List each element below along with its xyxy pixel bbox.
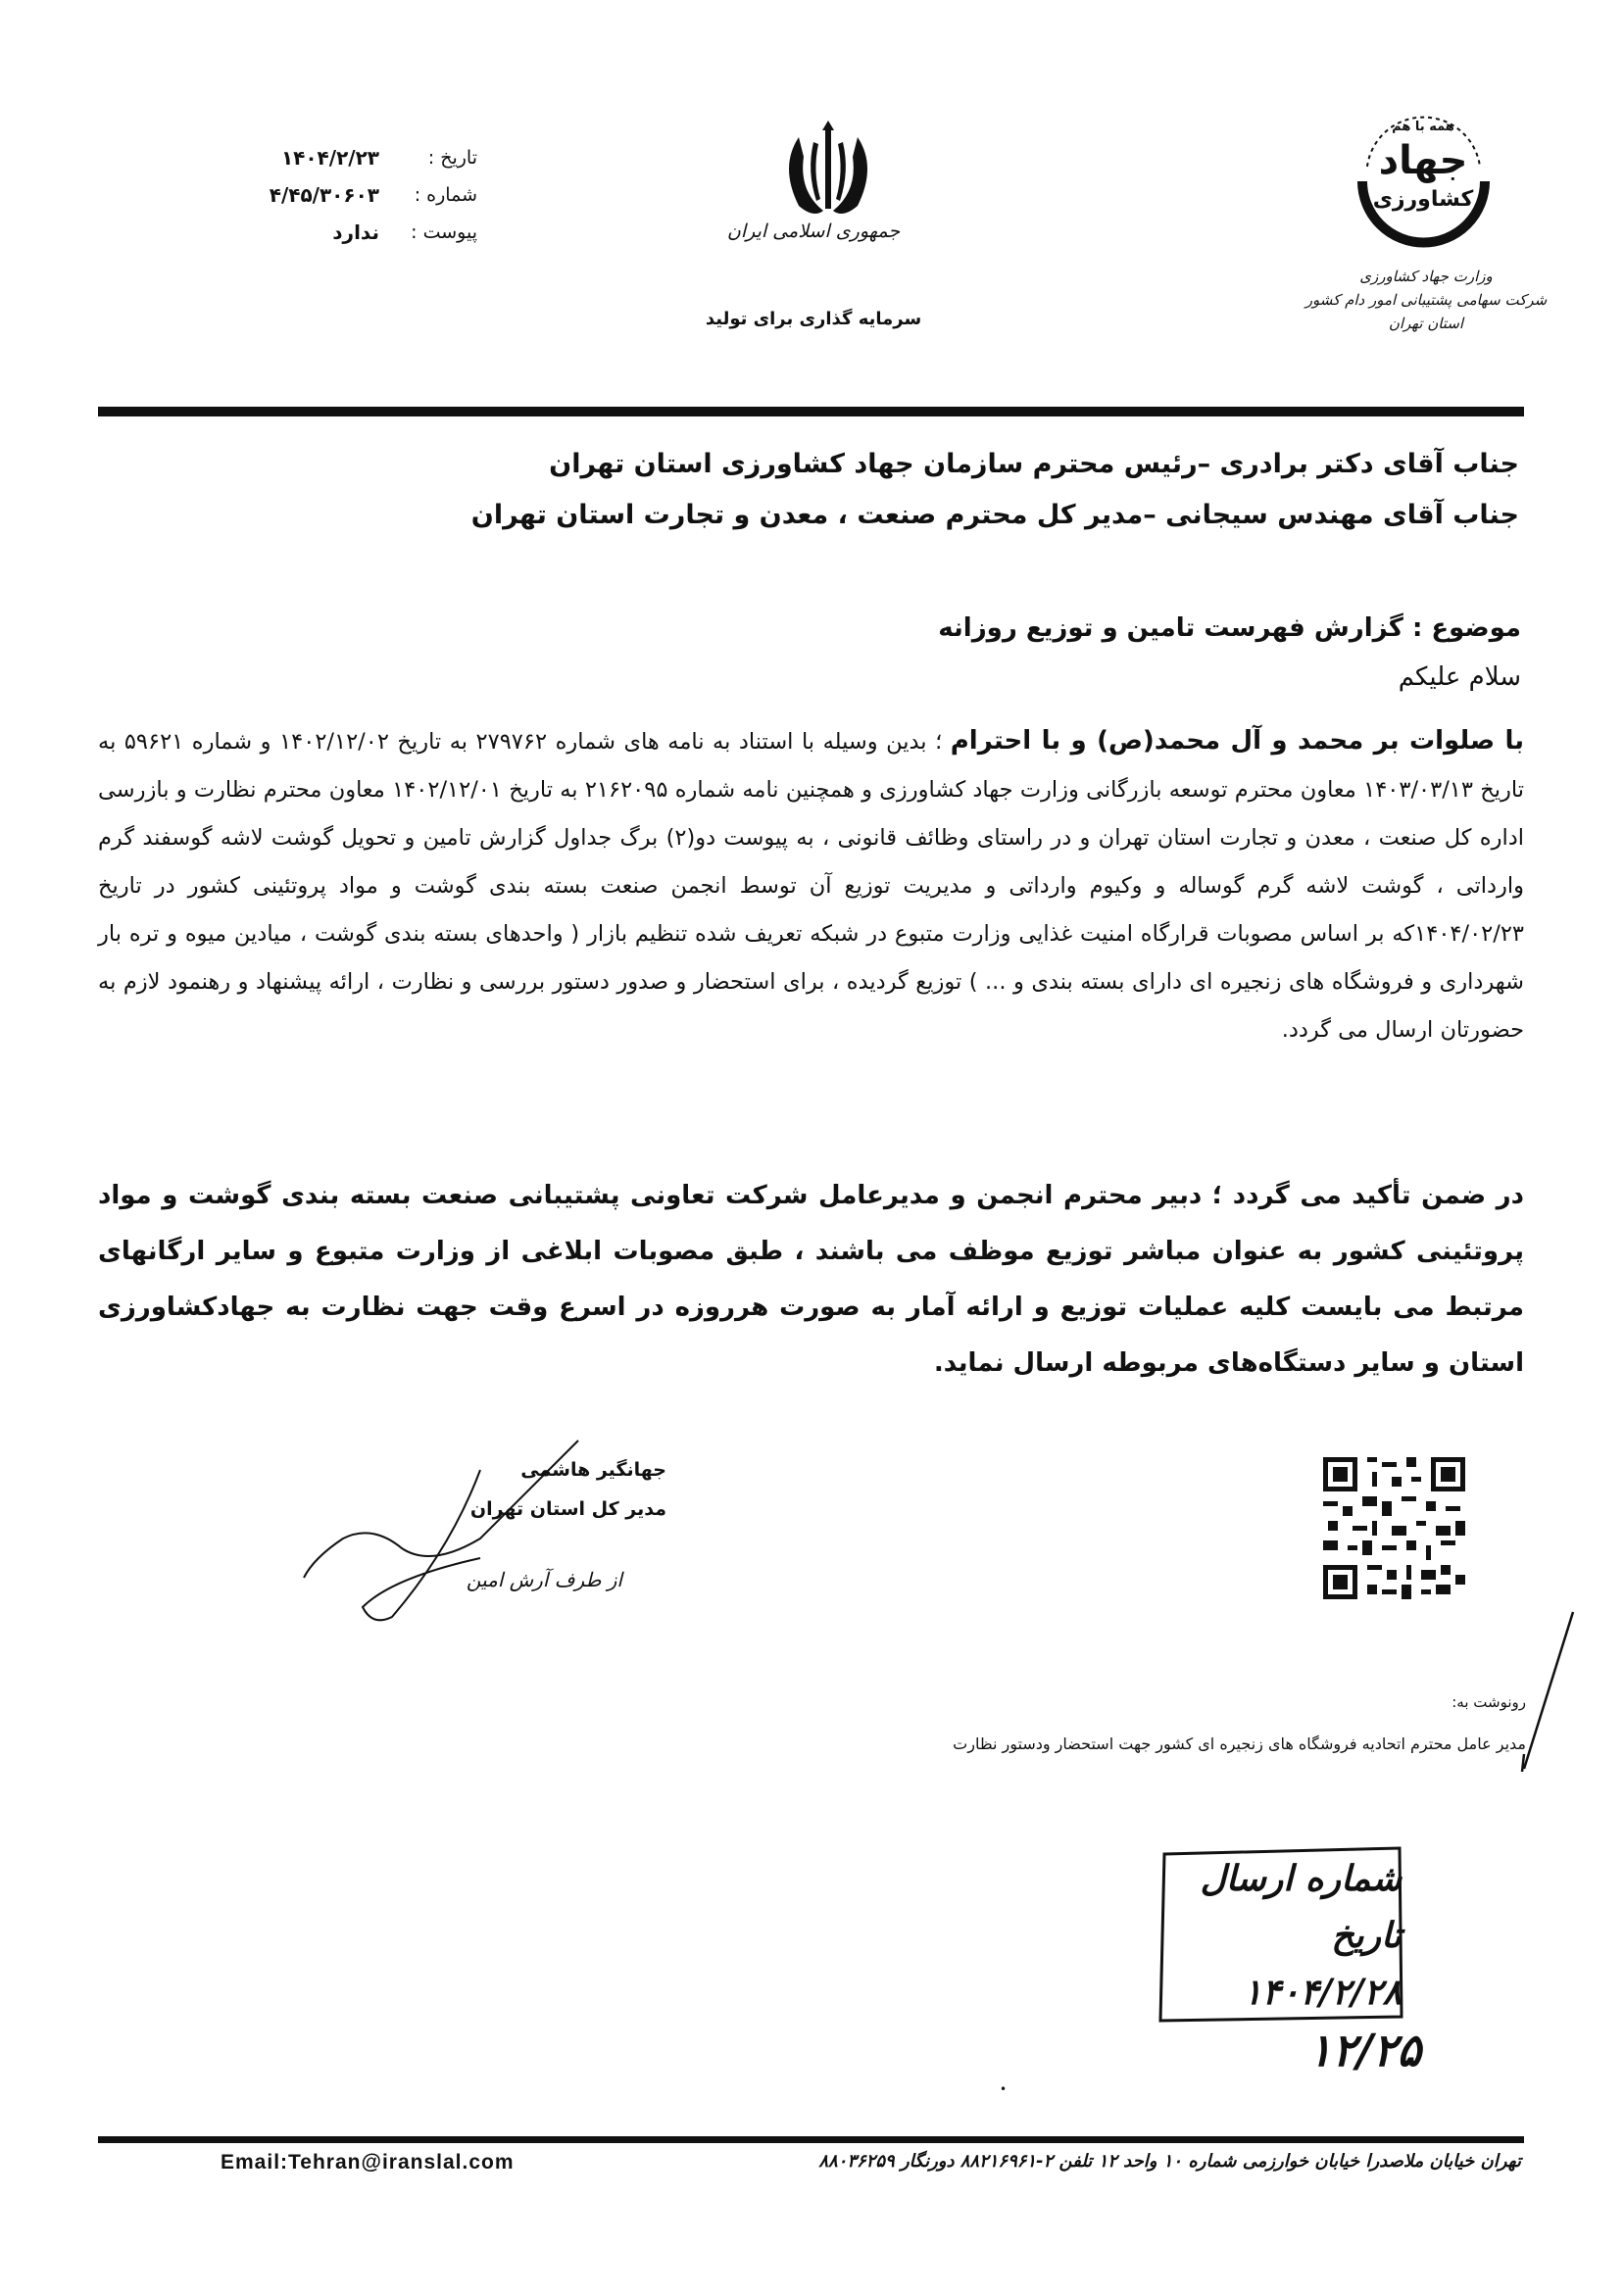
signatory-title: مدیر کل استان تهران: [469, 1498, 666, 1520]
recipients: [108, 439, 1519, 541]
signature-block: [353, 1450, 666, 1529]
letter-meta: [203, 139, 477, 251]
signature-handwritten: از طرف آرش امین: [466, 1568, 622, 1591]
cc-item: مدیر عامل محترم اتحادیه فروشگاه های زنجیره ای کشور جهت استحضار ودستور نظارت: [953, 1734, 1526, 1753]
footer-email: Email:Tehran@iranslal.com: [221, 2151, 515, 2174]
meta-date-value: ۱۴۰۴/۲/۲۳: [280, 146, 379, 170]
jahad-keshavarzi-logo: [1343, 93, 1504, 255]
logo-caption-line: استان تهران: [1388, 315, 1464, 332]
greeting: سلام علیکم: [1398, 662, 1521, 692]
side-pen-stroke-icon: [1514, 1607, 1583, 1774]
qr-code-icon: [1318, 1452, 1470, 1604]
meta-date: [203, 139, 477, 176]
signatory-name: جهانگیر هاشمی: [520, 1459, 666, 1481]
handwritten-number: [1225, 2024, 1421, 2112]
meta-attachment-label: پیوست :: [411, 221, 477, 243]
stamp-line-number: شماره ارسال: [1200, 1858, 1402, 1899]
meta-attachment: [203, 214, 477, 251]
body-paragraph-2: در ضمن تأکید می گردد ؛ دبیر محترم انجمن و مدیرعامل شرکت تعاونی پشتیبانی صنعت بسته بندی گوشت و مواد پروتئینی کشور به عنوان مباشر توزیع موظف می باشند ، طبق مصوبات ابلاغی از وزارت متبوع و سایر ارگانهای مرتبط می بایست کلیه عملیات توزیع و ارائه آمار به صورت هرروزه در اسرع وقت جهت نظارت به جهادکشاورزی استان و سایر دستگاه‌های مربوطه ارسال نماید.: [98, 1181, 1524, 1378]
body-lead: با صلوات بر محمد و آل محمد(ص) و با احترام: [950, 726, 1525, 756]
letter-subject: موضوع : گزارش فهرست تامین و توزیع روزانه: [938, 613, 1521, 643]
meta-number: [203, 176, 477, 214]
logo-caption: [1304, 265, 1549, 335]
logo-caption-line: وزارت جهاد کشاورزی: [1359, 268, 1493, 285]
meta-attachment-value: ندارد: [332, 220, 379, 244]
footer-divider: [98, 2136, 1524, 2143]
emblem-caption: جمهوری اسلامی ایران: [726, 220, 901, 242]
meta-date-label: تاریخ :: [427, 147, 477, 169]
recipient-line: جناب آقای مهندس سیجانی –مدیر کل محترم صنعت ، معدن و تجارت استان تهران: [470, 500, 1519, 530]
footer-address: تهران خیابان ملاصدرا خیابان خوارزمی شماره ۱۰ واحد ۱۲ تلفن ۲-۸۸۲۱۶۹۶۱ دورنگار ۸۸۰۳۶۲۵۹: [818, 2151, 1521, 2172]
header-divider: [98, 407, 1524, 416]
registration-stamp: [1161, 1850, 1402, 2021]
slogan: سرمایه گذاری برای تولید: [705, 309, 922, 329]
handwritten-number-text: ۱۲/۲۵: [1307, 2024, 1421, 2076]
meta-number-value: ۴/۴۵/۳۰۶۰۳: [269, 183, 379, 207]
logo-top-text: همه با هم: [1392, 120, 1454, 134]
recipient-line: جناب آقای دکتر برادری –رئیس محترم سازمان جهاد کشاورزی استان تهران: [549, 449, 1519, 479]
body-paragraph-1: [98, 717, 1524, 1054]
body-paragraph-1-text: ؛ بدین وسیله با استناد به نامه های شماره ۲۷۹۷۶۲ به تاریخ ۱۴۰۲/۱۲/۰۲ و شماره ۵۹۶۲۱ به تاریخ ۱۴۰۳/۰۳/۱۳ معاون محترم توسعه بازرگانی وزارت جهاد کشاورزی و همچنین نامه شماره ۲۱۶۲۰۹۵ به تاریخ ۱۴۰۲/۱۲/۰۱ معاون محترم نظارت و بازرسی اداره کل صنعت ، معدن و تجارت استان تهران و در راستای وظائف قانونی ، به پیوست دو(۲) برگ جداول گزارش تامین و تحویل گوشت لاشه گوسفند گرم وارداتی ، گوشت لاشه گرم گوساله و وکیوم وارداتی و مدیریت توزیع آن توسط انجمن صنعت بسته بندی گوشت و مواد پروتئینی کشور در تاریخ ۱۴۰۴/۰۲/۲۳که بر اساس مصوبات قرارگاه امنیت غذایی وزارت متبوع در شبکه تعریف شده تنظیم بازار ( واحدهای بسته بندی گوشت ، میادین میوه و تره بار شهرداری و فروشگاه های زنجیره ای دارای بسته بندی و ... ) توزیع گردیده ، برای استحضار و صدور دستور بررسی و نظارت ، ارائه پیشنهاد و رهنمود لازم به حضورتان ارسال می گردد.: [98, 729, 1524, 1043]
iran-emblem-icon: [769, 113, 887, 230]
stamp-line-date: تاریخ ۱۴۰۴/۲/۲۸: [1243, 1915, 1402, 2013]
cc-title: رونوشت به:: [1452, 1693, 1526, 1711]
logo-word-keshavarzi: کشاورزی: [1372, 187, 1474, 212]
meta-number-label: شماره :: [414, 184, 477, 206]
logo-caption-line: شرکت سهامی پشتیبانی امور دام کشور: [1304, 291, 1548, 309]
scan-mark-icon: •: [1000, 2082, 1008, 2096]
logo-word-jahad: جهاد: [1378, 138, 1468, 183]
